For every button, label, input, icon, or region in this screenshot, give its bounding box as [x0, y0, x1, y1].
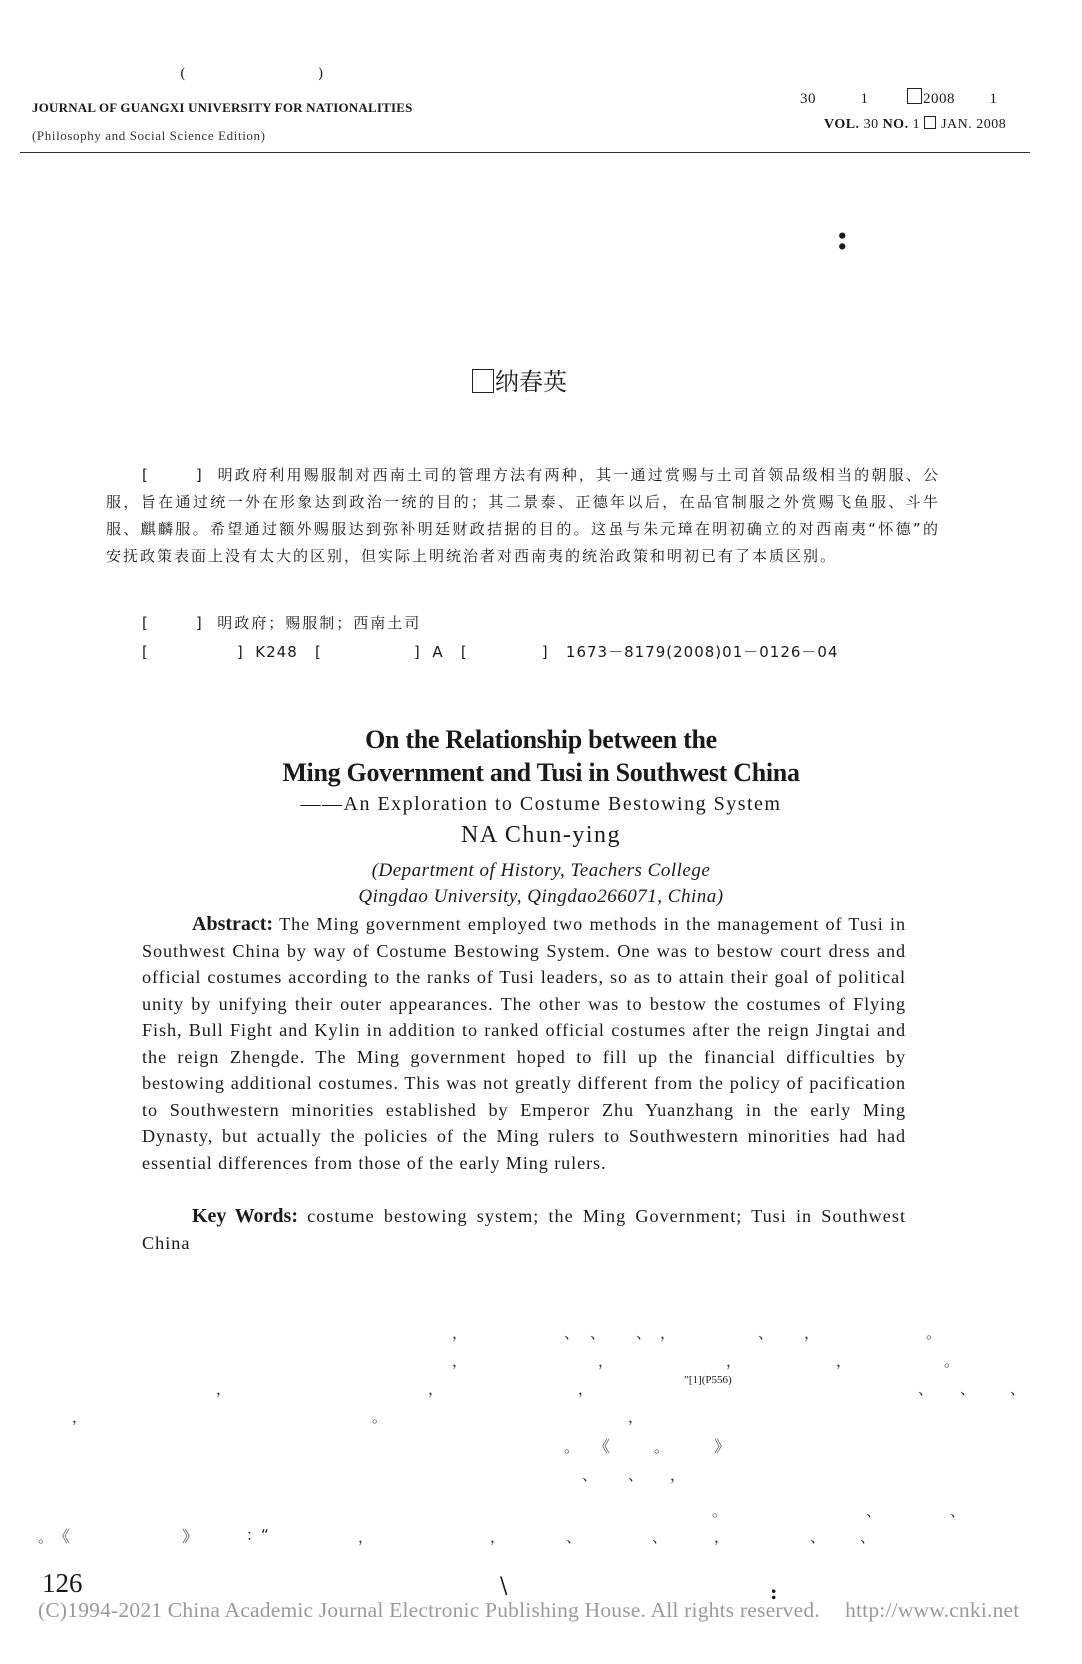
class-bracket-open: [ [142, 643, 149, 661]
stray-backslash: \ [500, 1574, 508, 1599]
footer-url[interactable]: http://www.cnki.net [845, 1598, 1020, 1622]
abstract-en-label: Abstract: [192, 913, 274, 935]
book-title-close-2: 》 [182, 1527, 199, 1546]
quote-open: ：“ [246, 1526, 269, 1544]
keywords-bracket-close: ] [195, 614, 204, 632]
keywords-en-text: costume bestowing system; the Ming Government; Tusi in Southwest China [142, 1206, 906, 1253]
footer-copyright: (C)1994-2021 China Academic Journal Electronic Publishing House. All rights reserved. [38, 1598, 820, 1622]
footer [38, 1598, 1019, 1623]
author-cn [472, 362, 567, 397]
page-number: 126 [42, 1568, 83, 1598]
journal-subtitle-en: (Philosophy and Social Science Edition) [32, 128, 266, 143]
abstract-cn-text: 明政府利用赐服制对西南土司的管理方法有两种，其一通过赏赐与土司首领品级相当的朝服、公服，旨在通过统一外在形象达到政治一统的目的；其二景泰、正德年以后，在品官制服之外赏赐飞鱼服、斗牛服、麒麟服。希望通过额外赐服达到弥补明廷财政拮据的目的。这虽与朱元璋在明初确立的对西南夷“怀德”的安抚政策表面上没有太大的区别，但实际上明统治者对西南夷的统治政策和明初已有了本质区别。 [106, 466, 940, 565]
journal-cn-paren-open: ( [180, 66, 186, 82]
english-title-line-2: Ming Government and Tusi in Southwest China [282, 758, 800, 787]
keywords-bracket-open: [ [142, 614, 150, 632]
journal-cn-paren-close: ) [318, 66, 324, 82]
english-title-line-1: On the Relationship between the [365, 725, 717, 754]
no-label: NO. [882, 117, 909, 132]
keywords-cn [142, 612, 421, 633]
missing-glyph-icon [907, 88, 922, 104]
class-code: K248 [255, 643, 298, 661]
author-cn-name: 纳春英 [495, 368, 567, 396]
id-bracket-open: [ [460, 643, 468, 661]
citation-marker: ”[1](P556) [684, 1374, 732, 1386]
vol-label: VOL. [824, 117, 860, 132]
class-bracket-close: ] [236, 643, 244, 661]
book-title-close: 》 [714, 1437, 731, 1456]
english-subtitle: ——An Exploration to Costume Bestowing System [300, 793, 782, 815]
issue-month: 1 [989, 91, 998, 107]
doc-code: A [432, 643, 444, 661]
vol-value: 30 [863, 117, 879, 132]
issue-year: 2008 [923, 91, 955, 107]
doc-bracket-close: ] [413, 643, 421, 661]
abstract-en-text: The Ming government employed two methods in the management of Tusi in Southwest China by way of Costume Bestowing System. One was to bestow court dress and official costumes according to the ranks of Tusi leaders, so as to attain their goal of political unity by unifying their outer appearances. The other was to bestow the costumes of Flying Fish, Bull Fight and Kylin in addition to ranked official costumes after the reign Jingtai and the reign Zhengde. The Ming government hoped to fill up the financial difficulties by bestowing additional costumes. This was not greatly different from the policy of pacification to Southwestern minorities established by Emperor Zhu Yuanzhang in the early Ming Dynasty, but actually the policies of the Ming rulers to Southwestern minorities had had essential differences from those of the early Ming rulers. [142, 914, 906, 1173]
issue-date: JAN. 2008 [941, 117, 1007, 132]
author-en: NA Chun-ying [460, 822, 621, 848]
issue-line-cn [800, 88, 998, 108]
missing-glyph-icon [472, 369, 494, 393]
book-title-open: 《 [594, 1437, 611, 1456]
doc-bracket-open: [ [315, 643, 322, 661]
abstract-cn-bracket-open: [ [142, 466, 150, 484]
book-title-open-2: 《 [54, 1527, 71, 1546]
journal-title-en: JOURNAL OF GUANGXI UNIVERSITY FOR NATIONALITIES [32, 100, 413, 115]
header-divider [20, 152, 1030, 153]
no-value: 1 [912, 117, 921, 132]
abstract-cn [106, 462, 940, 570]
issue-number: 1 [860, 91, 869, 107]
abstract-en [142, 911, 906, 1176]
keywords-en [142, 1203, 906, 1256]
keywords-cn-text: 明政府；赐服制；西南土司 [217, 614, 422, 632]
missing-glyph-icon [924, 116, 936, 129]
title-colon: : [836, 218, 849, 258]
id-bracket-close: ] [541, 643, 549, 661]
issue-line-en [824, 116, 1006, 133]
vol-number: 30 [800, 91, 816, 107]
classification-line [142, 641, 839, 662]
affiliation-line-1: (Department of History, Teachers College [371, 860, 711, 881]
article-id: 1673－8179(2008)01－0126－04 [565, 643, 839, 661]
abstract-cn-bracket-close: ] [195, 466, 204, 484]
affiliation-line-2: Qingdao University, Qingdao266071, China) [358, 886, 724, 907]
keywords-en-label: Key Words: [192, 1205, 298, 1227]
